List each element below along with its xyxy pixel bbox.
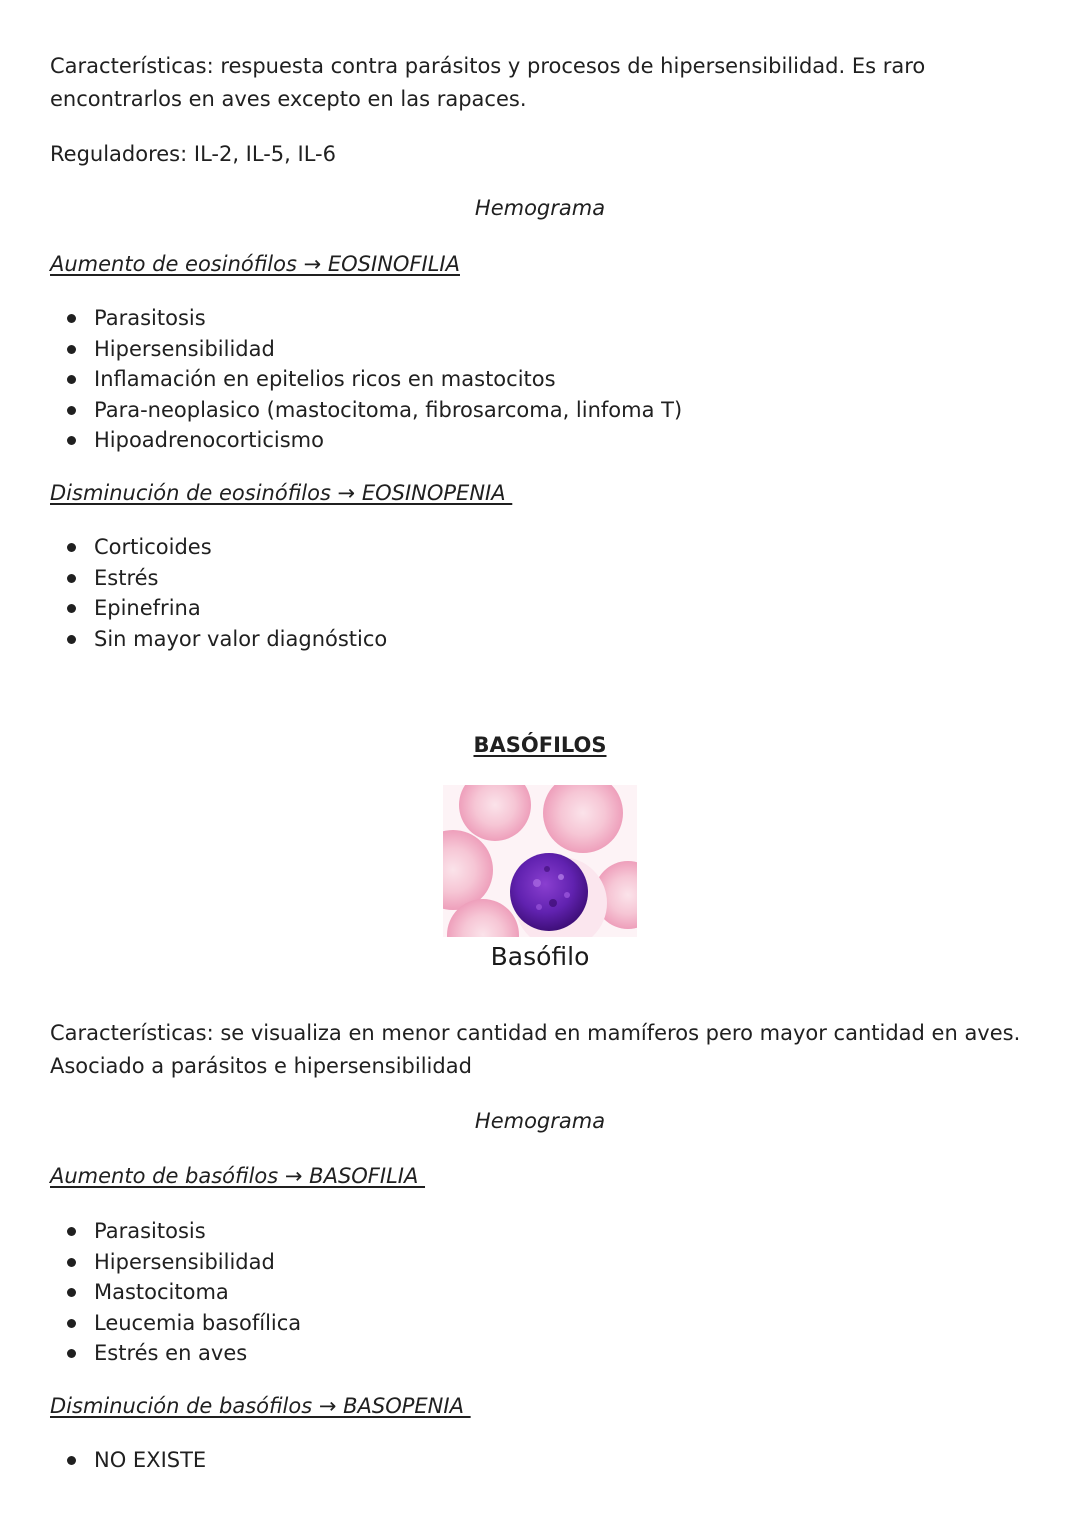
eosinopenia-subheading: Disminución de eosinófilos → EOSINOPENIA xyxy=(50,481,513,505)
list-item: Estrés en aves xyxy=(50,1338,301,1369)
basophil-micrograph-image xyxy=(443,785,637,997)
bullet-icon xyxy=(67,375,76,384)
bullet-icon xyxy=(67,1258,76,1267)
list-item: Estrés xyxy=(50,563,387,594)
list-item: Parasitosis xyxy=(50,1216,301,1247)
list-item: Para-neoplasico (mastocitoma, fibrosarcoma, linfoma T) xyxy=(50,395,682,426)
eosinophil-regulators: Reguladores: IL-2, IL-5, IL-6 xyxy=(50,142,336,166)
eosinophil-hemogram-heading: Hemograma xyxy=(474,196,606,220)
list-item: Hipoadrenocorticismo xyxy=(50,425,682,456)
list-item: Parasitosis xyxy=(50,303,682,334)
bullet-icon xyxy=(67,574,76,583)
list-item: Epinefrina xyxy=(50,593,387,624)
bullet-icon xyxy=(67,406,76,415)
list-item: Leucemia basofílica xyxy=(50,1308,301,1339)
eosinopenia-causes-list xyxy=(50,532,387,654)
basophilia-causes-list xyxy=(50,1216,301,1369)
basopenia-list xyxy=(50,1445,206,1476)
basophilia-subheading: Aumento de basófilos → BASOFILIA xyxy=(50,1164,426,1188)
bullet-icon xyxy=(67,1227,76,1236)
bullet-icon xyxy=(67,436,76,445)
bullet-icon xyxy=(67,635,76,644)
eosinophilia-subheading: Aumento de eosinófilos → EOSINOFILIA xyxy=(50,252,460,276)
bullet-icon xyxy=(67,345,76,354)
eosinophilia-causes-list xyxy=(50,303,682,456)
basophil-section-title: BASÓFILOS xyxy=(473,733,607,757)
list-item: Sin mayor valor diagnóstico xyxy=(50,624,387,655)
list-item: Hipersensibilidad xyxy=(50,1247,301,1278)
bullet-icon xyxy=(67,604,76,613)
bullet-icon xyxy=(67,314,76,323)
bullet-icon xyxy=(67,1456,76,1465)
eosinophil-characteristics: Características: respuesta contra parásitos y procesos de hipersensibilidad. Es raro encontrarlos en aves excepto en las rapaces. xyxy=(50,54,926,111)
list-item: NO EXISTE xyxy=(50,1445,206,1476)
list-item: Corticoides xyxy=(50,532,387,563)
basophil-hemogram-heading: Hemograma xyxy=(474,1109,606,1133)
bullet-icon xyxy=(67,543,76,552)
basopenia-subheading: Disminución de basófilos → BASOPENIA xyxy=(50,1394,471,1418)
list-item: Hipersensibilidad xyxy=(50,334,682,365)
bullet-icon xyxy=(67,1349,76,1358)
basophil-characteristics: Características: se visualiza en menor cantidad en mamíferos pero mayor cantidad en aves. Asociado a parásitos e hipersensibilidad xyxy=(50,1021,1021,1078)
list-item: Mastocitoma xyxy=(50,1277,301,1308)
list-item: Inflamación en epitelios ricos en mastocitos xyxy=(50,364,682,395)
basophil-image-caption: Basófilo xyxy=(490,942,590,971)
bullet-icon xyxy=(67,1288,76,1297)
bullet-icon xyxy=(67,1319,76,1328)
